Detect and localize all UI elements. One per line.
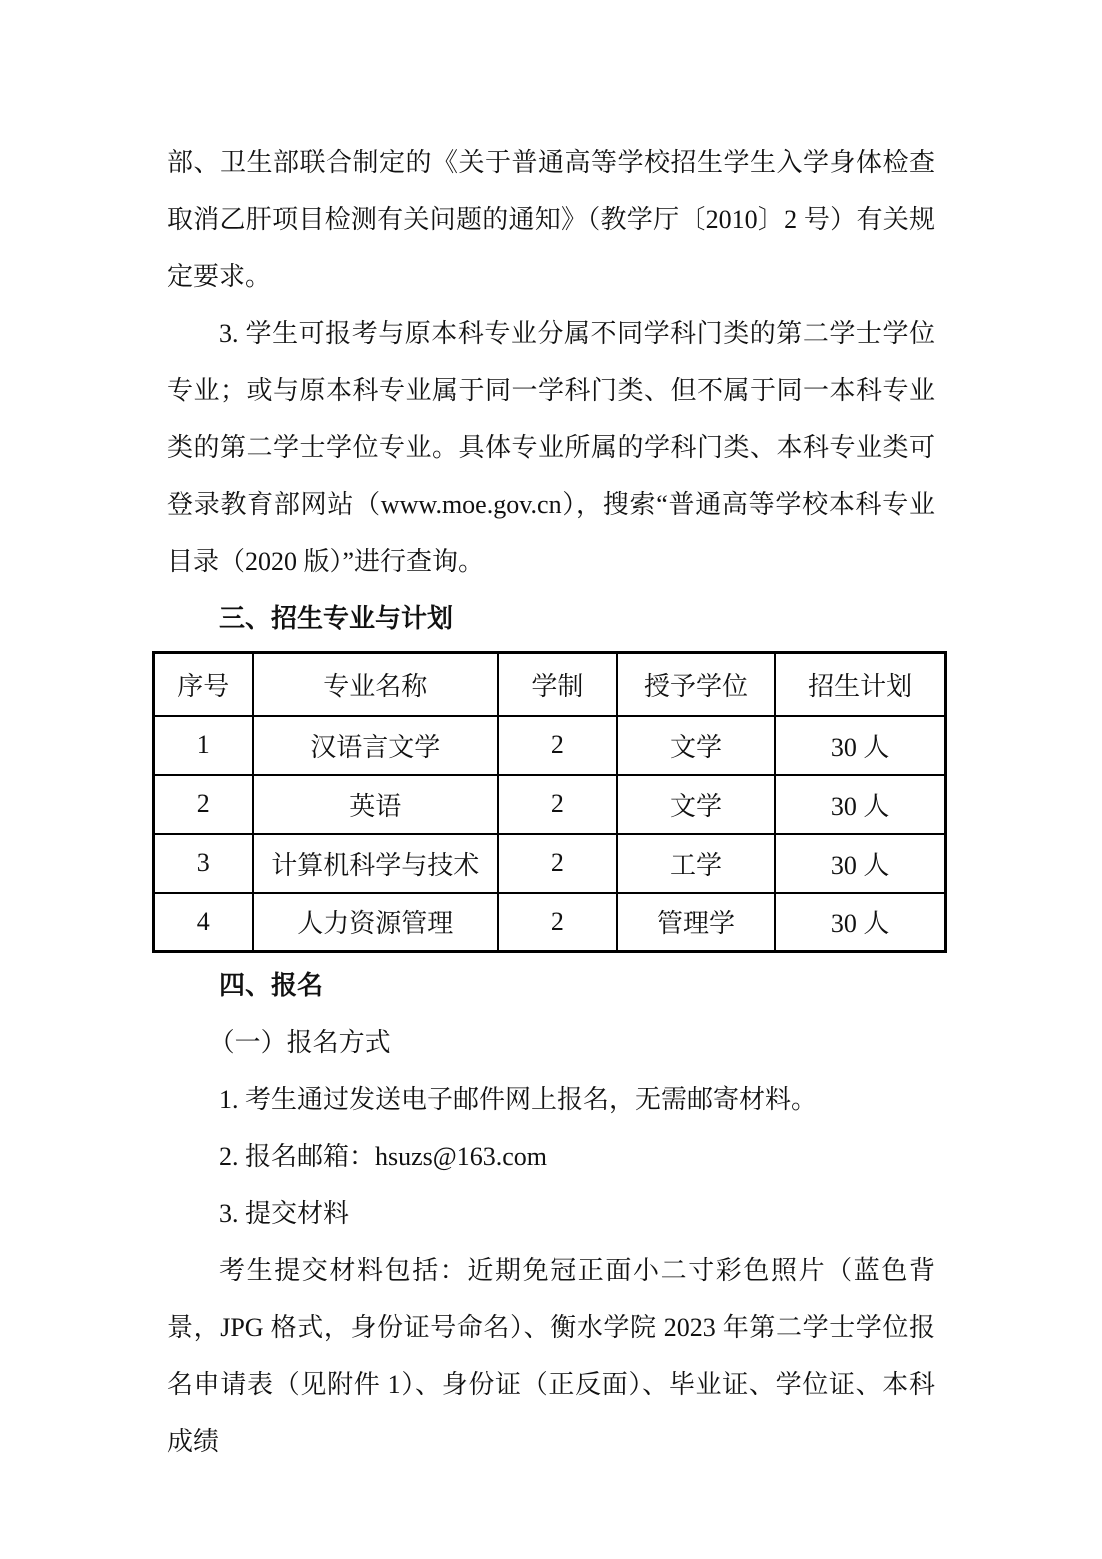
cell-duration: 2 [498, 834, 617, 893]
cell-plan: 30 人 [775, 775, 945, 834]
cell-degree: 管理学 [617, 893, 775, 952]
cell-major-name: 计算机科学与技术 [253, 834, 499, 893]
paragraph-degree-category-rule: 3. 学生可报考与原本科专业分属不同学科门类的第二学士学位专业；或与原本科专业属于同一学科门类、但不属于同一本科专业类的第二学士学位专业。具体专业所属的学科门类、本科专业类可登录教育部网站（www.moe.gov.cn），搜索“普通高等学校本科专业目录（2020 版）”进行查询。 [167, 319, 935, 576]
cell-major-name: 人力资源管理 [253, 893, 499, 952]
cell-major-name: 汉语言文学 [253, 716, 499, 775]
registration-item-materials: 3. 提交材料 [219, 1199, 350, 1228]
registration-item-online: 1. 考生通过发送电子邮件网上报名，无需邮寄材料。 [219, 1085, 818, 1114]
cell-index: 2 [154, 775, 253, 834]
cell-duration: 2 [498, 775, 617, 834]
paragraph-materials-list: 考生提交材料包括：近期免冠正面小二寸彩色照片（蓝色背景，JPG 格式，身份证号命名）、衡水学院 2023 年第二学士学位报名申请表（见附件 1）、身份证（正反面）、毕业证、学位证、本科成绩 [167, 1256, 935, 1456]
cell-degree: 工学 [617, 834, 775, 893]
cell-plan: 30 人 [775, 834, 945, 893]
cell-duration: 2 [498, 893, 617, 952]
table-row [154, 834, 946, 893]
header-cell-major-name: 专业名称 [253, 653, 499, 716]
header-cell-degree: 授予学位 [617, 653, 775, 716]
section-heading-enrollment-plan: 三、招生专业与计划 [219, 604, 454, 633]
cell-index: 3 [154, 834, 253, 893]
subsection-heading-registration-method: （一）报名方式 [208, 1028, 391, 1057]
header-cell-plan: 招生计划 [775, 653, 945, 716]
cell-plan: 30 人 [775, 893, 945, 952]
header-cell-index: 序号 [154, 653, 253, 716]
cell-index: 4 [154, 893, 253, 952]
registration-item-email: 2. 报名邮箱：hsuzs@163.com [219, 1142, 547, 1171]
paragraph-health-check-regulation: 部、卫生部联合制定的《关于普通高等学校招生学生入学身体检查取消乙肝项目检测有关问题的通知》（教学厅〔2010〕2 号）有关规定要求。 [167, 148, 935, 291]
table-row [154, 716, 946, 775]
table-row [154, 775, 946, 834]
table-header-row [154, 653, 946, 716]
cell-plan: 30 人 [775, 716, 945, 775]
enrollment-plan-table [152, 651, 947, 953]
cell-degree: 文学 [617, 716, 775, 775]
cell-index: 1 [154, 716, 253, 775]
cell-duration: 2 [498, 716, 617, 775]
table-row [154, 893, 946, 952]
section-heading-registration: 四、报名 [219, 971, 324, 1000]
header-cell-duration: 学制 [498, 653, 617, 716]
cell-degree: 文学 [617, 775, 775, 834]
cell-major-name: 英语 [253, 775, 499, 834]
